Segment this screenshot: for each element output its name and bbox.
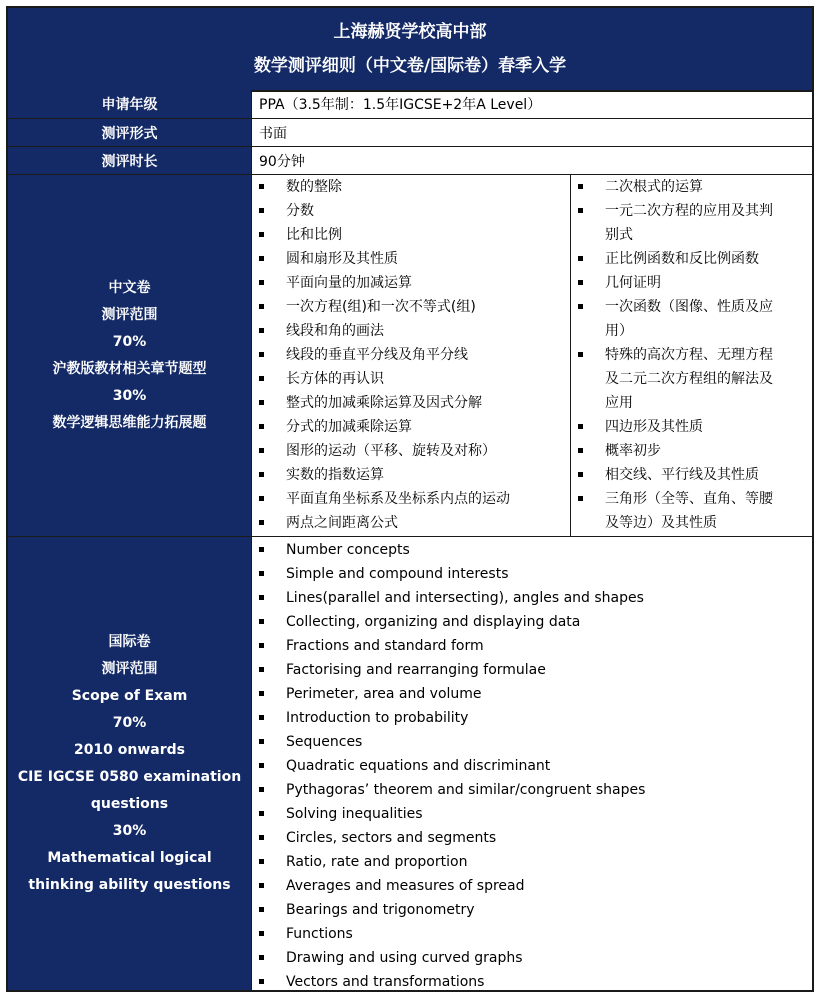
list-item-text: Simple and compound interests	[286, 566, 509, 582]
bullet-icon	[259, 448, 264, 453]
duration-row	[8, 147, 812, 175]
list-item-text: Vectors and transformations	[286, 974, 485, 990]
list-item	[252, 874, 811, 898]
list-item	[252, 247, 568, 271]
bullet-icon	[259, 256, 264, 261]
list-item	[571, 175, 811, 199]
list-item-text: 平面向量的加减运算	[286, 275, 412, 291]
grade-label: 申请年级	[8, 90, 252, 118]
list-item	[252, 199, 568, 223]
list-item	[252, 487, 568, 511]
international-topics	[252, 538, 811, 994]
scope-label-line: 中文卷	[108, 279, 151, 296]
list-item	[252, 538, 811, 562]
scope-label-line: 70%	[112, 333, 147, 350]
scope-label-line: 测评范围	[101, 306, 158, 323]
list-item	[571, 271, 811, 295]
list-item-text: Quadratic equations and discriminant	[286, 758, 551, 774]
bullet-icon	[259, 520, 264, 525]
bullet-icon	[259, 352, 264, 357]
scope-label-line: 测评范围	[101, 660, 158, 677]
list-item	[252, 562, 811, 586]
list-item-text: 及等边）及其性质	[605, 515, 717, 531]
list-item	[252, 343, 568, 367]
bullet-icon	[259, 424, 264, 429]
list-item-text: Averages and measures of spread	[286, 878, 525, 894]
list-item	[252, 802, 811, 826]
school-name: 上海赫贤学校高中部	[333, 22, 487, 42]
list-item	[571, 343, 811, 415]
bullet-icon	[259, 835, 264, 840]
list-item-text: 长方体的再认识	[286, 371, 384, 387]
list-item	[252, 634, 811, 658]
format-row	[8, 119, 812, 147]
scope-label-line: 2010 onwards	[73, 741, 186, 758]
list-item-text: 四边形及其性质	[605, 419, 703, 435]
bullet-icon	[259, 496, 264, 501]
list-item-text: Introduction to probability	[286, 710, 469, 726]
chinese-topics-left	[252, 175, 568, 535]
bullet-icon	[259, 619, 264, 624]
format-value: 书面	[259, 125, 287, 142]
bullet-icon	[259, 304, 264, 309]
list-item-text: 实数的指数运算	[286, 467, 384, 483]
bullet-icon	[578, 208, 583, 213]
bullet-icon	[259, 955, 264, 960]
list-item	[571, 199, 811, 247]
list-item-text: 分数	[286, 203, 314, 219]
list-item	[571, 247, 811, 271]
list-item-text: 别式	[605, 227, 633, 243]
bullet-icon	[259, 859, 264, 864]
list-item	[252, 439, 568, 463]
list-item-text: Solving inequalities	[286, 806, 423, 822]
list-item	[252, 511, 568, 535]
list-item-text: 一次方程(组)和一次不等式(组)	[286, 299, 476, 315]
list-item-text: 特殊的高次方程、无理方程	[605, 347, 773, 363]
list-item-text: Drawing and using curved graphs	[286, 950, 523, 966]
list-item-text: Sequences	[286, 734, 363, 750]
list-item-text: 线段和角的画法	[286, 323, 384, 339]
bullet-icon	[259, 547, 264, 552]
international-paper-row	[8, 537, 812, 990]
list-item	[252, 946, 811, 970]
bullet-icon	[578, 304, 583, 309]
bullet-icon	[259, 208, 264, 213]
list-item-text: 三角形（全等、直角、等腰	[605, 491, 773, 507]
bullet-icon	[578, 184, 583, 189]
list-item-text: 及二元二次方程组的解法及	[605, 371, 773, 387]
scope-label-line: CIE IGCSE 0580 examination	[17, 768, 242, 785]
list-item	[252, 295, 568, 319]
list-item	[252, 970, 811, 994]
list-item	[252, 175, 568, 199]
chinese-paper-row	[8, 175, 812, 537]
list-item-text: Ratio, rate and proportion	[286, 854, 468, 870]
list-item	[252, 922, 811, 946]
bullet-icon	[259, 739, 264, 744]
bullet-icon	[259, 472, 264, 477]
scope-label-line: 70%	[112, 714, 147, 731]
list-item	[252, 319, 568, 343]
bullet-icon	[259, 643, 264, 648]
list-item	[571, 439, 811, 463]
list-item	[252, 778, 811, 802]
list-item-text: 比和比例	[286, 227, 342, 243]
scope-label-line: 数学逻辑思维能力拓展题	[52, 414, 207, 431]
bullet-icon	[259, 883, 264, 888]
duration-label: 测评时长	[8, 147, 252, 174]
bullet-icon	[259, 667, 264, 672]
list-item-text: Fractions and standard form	[286, 638, 484, 654]
bullet-icon	[578, 472, 583, 477]
bullet-icon	[578, 448, 583, 453]
scope-label-line: 30%	[112, 387, 147, 404]
assessment-table	[6, 6, 814, 992]
chinese-topics-area	[252, 175, 812, 536]
chinese-topics-right	[571, 175, 811, 535]
list-item-text: 一次函数（图像、性质及应	[605, 299, 773, 315]
list-item-text: Number concepts	[286, 542, 410, 558]
list-item-text: 概率初步	[605, 443, 661, 459]
bullet-icon	[259, 907, 264, 912]
list-item-text: Pythagoras’ theorem and similar/congruent shapes	[286, 782, 646, 798]
international-paper-labels	[8, 537, 252, 990]
list-item-text: 应用	[605, 395, 633, 411]
list-item	[252, 610, 811, 634]
bullet-icon	[259, 400, 264, 405]
list-item	[252, 850, 811, 874]
list-item	[252, 223, 568, 247]
bullet-icon	[259, 931, 264, 936]
list-item	[571, 463, 811, 487]
grade-row	[8, 90, 812, 119]
list-item	[252, 367, 568, 391]
scope-label-line: Scope of Exam	[71, 687, 188, 704]
scope-label-line: questions	[90, 795, 169, 812]
list-item-text: 二次根式的运算	[605, 179, 703, 195]
list-item-text: Functions	[286, 926, 353, 942]
grade-value: PPA（3.5年制：1.5年IGCSE+2年A Level）	[259, 97, 542, 113]
bullet-icon	[259, 184, 264, 189]
list-item	[252, 463, 568, 487]
list-item-text: 平面直角坐标系及坐标系内点的运动	[286, 491, 510, 507]
list-item-text: Circles, sectors and segments	[286, 830, 497, 846]
bullet-icon	[259, 979, 264, 984]
list-item	[571, 295, 811, 343]
bullet-icon	[259, 595, 264, 600]
bullet-icon	[578, 280, 583, 285]
list-item-text: 圆和扇形及其性质	[286, 251, 398, 267]
list-item-text: 相交线、平行线及其性质	[605, 467, 759, 483]
list-item	[252, 271, 568, 295]
list-item	[252, 730, 811, 754]
list-item	[252, 658, 811, 682]
list-item-text: 数的整除	[286, 179, 342, 195]
list-item-text: 用）	[605, 323, 633, 339]
bullet-icon	[259, 787, 264, 792]
bullet-icon	[259, 715, 264, 720]
bullet-icon	[578, 424, 583, 429]
bullet-icon	[259, 232, 264, 237]
list-item-text: 几何证明	[605, 275, 661, 291]
list-item	[252, 682, 811, 706]
list-item-text: Bearings and trigonometry	[286, 902, 475, 918]
list-item	[252, 391, 568, 415]
list-item	[252, 826, 811, 850]
format-label: 测评形式	[8, 119, 252, 146]
bullet-icon	[259, 376, 264, 381]
chinese-paper-labels	[8, 175, 252, 536]
list-item-text: 一元二次方程的应用及其判	[605, 203, 773, 219]
scope-label-line: Mathematical logical	[47, 849, 212, 866]
bullet-icon	[259, 571, 264, 576]
list-item-text: Perimeter, area and volume	[286, 686, 482, 702]
list-item-text: 图形的运动（平移、旋转及对称）	[286, 443, 496, 459]
table-header	[8, 8, 812, 92]
list-item	[252, 898, 811, 922]
scope-label-line: 沪教版教材相关章节题型	[52, 360, 207, 377]
list-item	[571, 415, 811, 439]
bullet-icon	[578, 496, 583, 501]
international-topics-area	[252, 537, 812, 990]
bullet-icon	[259, 280, 264, 285]
list-item-text: Lines(parallel and intersecting), angles and shapes	[286, 590, 644, 606]
scope-label-line: 国际卷	[108, 633, 151, 650]
scope-label-line: thinking ability questions	[28, 876, 231, 893]
list-item-text: 分式的加减乘除运算	[286, 419, 412, 435]
list-item-text: 整式的加减乘除运算及因式分解	[286, 395, 482, 411]
list-item	[571, 487, 811, 535]
duration-value: 90分钟	[259, 153, 305, 170]
list-item-text: 两点之间距离公式	[286, 515, 398, 531]
list-item-text: 正比例函数和反比例函数	[605, 251, 759, 267]
list-item	[252, 706, 811, 730]
list-item	[252, 586, 811, 610]
scope-label-line: 30%	[112, 822, 147, 839]
document-title: 数学测评细则（中文卷/国际卷）春季入学	[253, 56, 567, 76]
bullet-icon	[259, 328, 264, 333]
list-item-text: 线段的垂直平分线及角平分线	[286, 347, 468, 363]
bullet-icon	[259, 691, 264, 696]
bullet-icon	[259, 811, 264, 816]
list-item	[252, 415, 568, 439]
list-item-text: Factorising and rearranging formulae	[286, 662, 546, 678]
list-item	[252, 754, 811, 778]
bullet-icon	[578, 352, 583, 357]
bullet-icon	[259, 763, 264, 768]
list-item-text: Collecting, organizing and displaying data	[286, 614, 581, 630]
bullet-icon	[578, 256, 583, 261]
